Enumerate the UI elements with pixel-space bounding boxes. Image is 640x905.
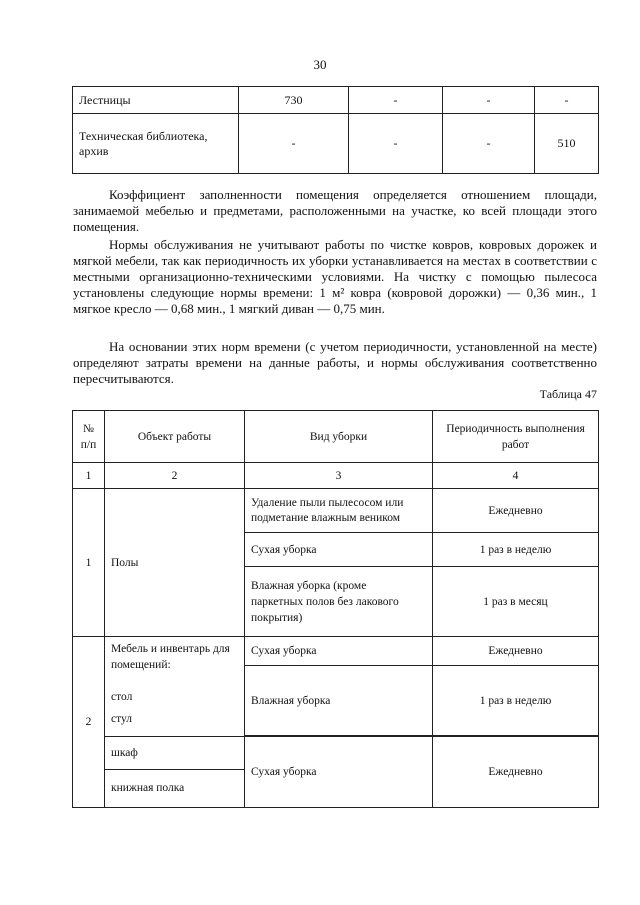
paragraph: Коэффициент заполненности помещения определяется отношением площади, занимаемой мебелью и предметами, расположенными на участке, ко всей площади этого помещения. (73, 187, 597, 234)
cleaning-type: Влажная уборка (кроме паркетных полов без лакового покрытия) (245, 567, 433, 637)
table-caption: Таблица 47 (539, 387, 597, 401)
numbering-cell: 4 (433, 463, 599, 489)
top-table (72, 86, 599, 174)
paragraph: Нормы обслуживания не учитывают работы по чистке ковров, ковровых дорожек и мягкой мебели, так как периодичность их уборки устанавливается на местах в соответствии с местными организационно-техническими условиями. На чистку с помощью пылесоса установлены следующие нормы времени: 1 м² ковра (ковровой дорожки) — 0,36 мин., 1 мягкое кресло — 0,68 мин., 1 мягкий диван — 0,75 мин. (73, 237, 597, 316)
object-cell (105, 637, 245, 737)
numbering-cell: 1 (73, 463, 105, 489)
period-value: Ежедневно (433, 637, 598, 666)
period-cell: 1 раз в месяц (433, 567, 599, 637)
page-number: 30 (313, 57, 327, 72)
period-cell (433, 637, 599, 736)
object-cell (105, 737, 245, 808)
numbering-cell: 3 (245, 463, 433, 489)
row-number: 1 (73, 489, 105, 637)
table-row (73, 637, 599, 736)
cleaning-type: Сухая уборка (245, 737, 433, 808)
table-row (73, 114, 599, 174)
table-cell: 510 (535, 114, 599, 174)
object-item: стул (111, 713, 132, 725)
table-cell: - (535, 87, 599, 114)
row-number: 2 (73, 637, 105, 808)
table-row (73, 87, 599, 114)
cleaning-type: Удаление пыли пылесосом или подметание влажным веником (245, 489, 433, 533)
main-table (72, 410, 599, 808)
type-cell (245, 637, 433, 736)
table-row (73, 737, 599, 808)
object-item: стол (111, 691, 133, 703)
table-cell: - (443, 114, 535, 174)
row-label: Техническая библиотека, архив (73, 114, 239, 174)
object-item: шкаф (105, 737, 244, 770)
header-type: Вид уборки (245, 411, 433, 463)
table-cell: 730 (239, 87, 349, 114)
cleaning-type: Сухая уборка (245, 533, 433, 567)
paragraph: На основании этих норм времени (с учетом периодичности, установленной на месте) определяют затраты времени на данные работы, и нормы обслуживания соответственно пересчитываются. (73, 339, 597, 386)
object-item: книжная полка (111, 782, 185, 794)
table-cell: - (349, 87, 443, 114)
period-value: 1 раз в неделю (479, 694, 552, 707)
period-cell: Ежедневно (433, 737, 599, 808)
cleaning-type: Влажная уборка (251, 694, 331, 707)
header-object: Объект работы (105, 411, 245, 463)
object-cell: Полы (105, 489, 245, 637)
table-cell: - (443, 87, 535, 114)
header-row (73, 411, 599, 463)
table-row (73, 489, 599, 533)
table-cell: - (349, 114, 443, 174)
period-cell: Ежедневно (433, 489, 599, 533)
numbering-row (73, 463, 599, 489)
row-label: Лестницы (73, 87, 239, 114)
header-num: № п/п (73, 411, 105, 463)
numbering-cell: 2 (105, 463, 245, 489)
period-cell: 1 раз в неделю (433, 533, 599, 567)
cleaning-type: Сухая уборка (245, 637, 432, 666)
header-period: Периодичность выполнения работ (433, 411, 599, 463)
object-heading: Мебель и инвентарь для помещений: (111, 643, 230, 671)
table-cell: - (239, 114, 349, 174)
